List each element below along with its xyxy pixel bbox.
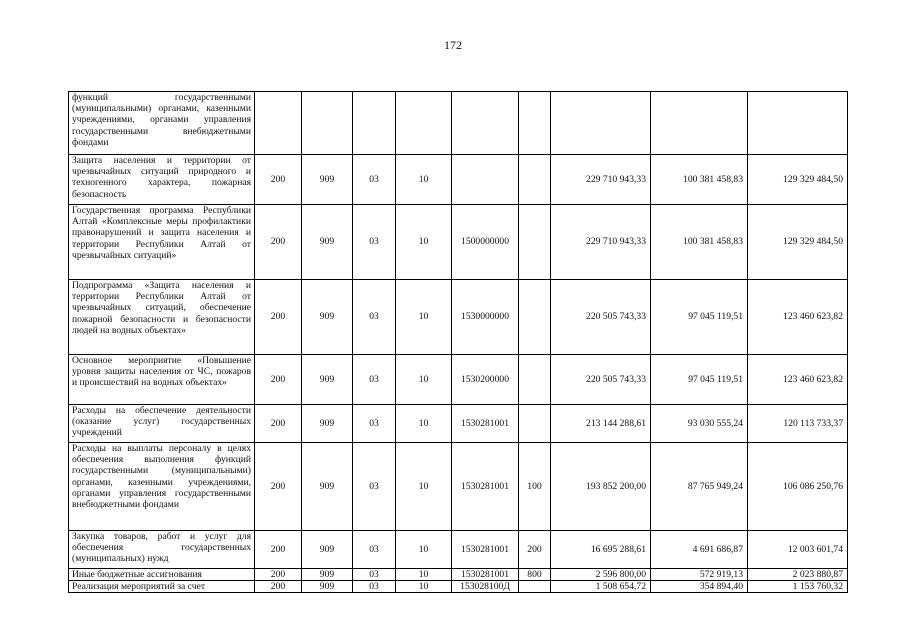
cell-code-1: 200 [255, 581, 302, 593]
cell-section: 03 [353, 531, 396, 569]
cell-amount-total: 213 144 288,61 [551, 405, 651, 443]
table-row [69, 355, 848, 405]
row-description: Основное мероприятие «Повышение уровня защиты населения от ЧС, пожаров и происшествий на водных объектах» [69, 355, 255, 405]
cell-target-article: 1500000000 [452, 205, 519, 280]
cell-code-1: 200 [255, 569, 302, 581]
table-row [69, 205, 848, 280]
cell-target-article: 1530000000 [452, 280, 519, 355]
cell-code-1: 200 [255, 155, 302, 205]
cell-amount-3 [748, 92, 848, 155]
cell-code-2: 909 [302, 155, 353, 205]
cell-amount-2: 100 381 458,83 [651, 155, 748, 205]
cell-amount-total: 229 710 943,33 [551, 155, 651, 205]
cell-code-2: 909 [302, 280, 353, 355]
cell-section [353, 92, 396, 155]
cell-subsection: 10 [396, 569, 452, 581]
row-description: Расходы на обеспечение деятельности (оказание услуг) государственных учреждений [69, 405, 255, 443]
cell-amount-2: 4 691 686,87 [651, 531, 748, 569]
row-description: Закупка товаров, работ и услуг для обеспечения государственных (муниципальных) нужд [69, 531, 255, 569]
cell-code-1 [255, 92, 302, 155]
cell-section: 03 [353, 280, 396, 355]
row-description: функций государственными (муниципальными) органами, казенными учреждениями, органами управления государственными внебюджетными фондами [69, 92, 255, 155]
cell-amount-3: 123 460 623,82 [748, 355, 848, 405]
cell-expense-type [519, 405, 551, 443]
cell-expense-type [519, 355, 551, 405]
row-description: Расходы на выплаты персоналу в целях обеспечения выполнения функций государственными (муниципальными) органами, казенными учреждениями, органами управления государственными внебюджетными фондами [69, 443, 255, 531]
cell-code-1: 200 [255, 443, 302, 531]
cell-subsection: 10 [396, 155, 452, 205]
cell-amount-3: 2 023 880,87 [748, 569, 848, 581]
cell-expense-type [519, 581, 551, 593]
cell-section: 03 [353, 581, 396, 593]
row-description: Защита населения и территории от чрезвычайных ситуаций природного и техногенного характера, пожарная безопасность [69, 155, 255, 205]
page-number: 172 [444, 38, 462, 52]
row-description: Иные бюджетные ассигнования [69, 569, 255, 581]
cell-expense-type [519, 155, 551, 205]
table-row [69, 280, 848, 355]
cell-amount-3: 1 153 760,32 [748, 581, 848, 593]
cell-amount-total: 229 710 943,33 [551, 205, 651, 280]
cell-section: 03 [353, 569, 396, 581]
cell-amount-total: 16 695 288,61 [551, 531, 651, 569]
cell-code-1: 200 [255, 531, 302, 569]
table-row [69, 405, 848, 443]
table-row [69, 92, 848, 155]
cell-target-article [452, 92, 519, 155]
cell-amount-3: 12 003 601,74 [748, 531, 848, 569]
cell-target-article: 1530281001 [452, 531, 519, 569]
cell-subsection: 10 [396, 531, 452, 569]
cell-expense-type [519, 280, 551, 355]
cell-subsection: 10 [396, 280, 452, 355]
cell-amount-2: 97 045 119,51 [651, 355, 748, 405]
cell-amount-2: 100 381 458,83 [651, 205, 748, 280]
cell-amount-total: 220 505 743,33 [551, 355, 651, 405]
cell-amount-2: 97 045 119,51 [651, 280, 748, 355]
cell-target-article: 1530281001 [452, 569, 519, 581]
table-row [69, 443, 848, 531]
cell-amount-3: 129 329 484,50 [748, 155, 848, 205]
cell-code-2: 909 [302, 405, 353, 443]
cell-target-article [452, 155, 519, 205]
cell-target-article: 153028100Д [452, 581, 519, 593]
cell-code-2: 909 [302, 443, 353, 531]
cell-code-2: 909 [302, 531, 353, 569]
cell-amount-3: 129 329 484,50 [748, 205, 848, 280]
table-row [69, 569, 848, 581]
cell-expense-type [519, 205, 551, 280]
cell-subsection: 10 [396, 581, 452, 593]
cell-amount-total: 220 505 743,33 [551, 280, 651, 355]
cell-section: 03 [353, 443, 396, 531]
cell-amount-3: 120 113 733,37 [748, 405, 848, 443]
cell-amount-2 [651, 92, 748, 155]
cell-amount-2: 93 030 555,24 [651, 405, 748, 443]
cell-expense-type: 100 [519, 443, 551, 531]
cell-section: 03 [353, 205, 396, 280]
cell-amount-2: 354 894,40 [651, 581, 748, 593]
row-description: Реализация мероприятий за счет [69, 581, 255, 593]
cell-amount-total: 1 508 654,72 [551, 581, 651, 593]
cell-amount-total: 193 852 200,00 [551, 443, 651, 531]
cell-amount-2: 572 919,13 [651, 569, 748, 581]
cell-code-2: 909 [302, 581, 353, 593]
cell-expense-type: 800 [519, 569, 551, 581]
cell-expense-type: 200 [519, 531, 551, 569]
cell-target-article: 1530281001 [452, 443, 519, 531]
table-row [69, 531, 848, 569]
cell-subsection: 10 [396, 443, 452, 531]
cell-subsection: 10 [396, 355, 452, 405]
cell-code-1: 200 [255, 405, 302, 443]
cell-amount-3: 106 086 250,76 [748, 443, 848, 531]
cell-section: 03 [353, 155, 396, 205]
cell-amount-total [551, 92, 651, 155]
row-description: Государственная программа Республики Алтай «Комплексные меры профилактики правонарушений и защита населения и территории Республики Алтай от чрезвычайных ситуаций» [69, 205, 255, 280]
row-description: Подпрограмма «Защита населения и территории Республики Алтай от чрезвычайных ситуаций, обеспечение пожарной безопасности и безопасности людей на водных объектах» [69, 280, 255, 355]
table-row [69, 155, 848, 205]
cell-code-2: 909 [302, 569, 353, 581]
cell-subsection [396, 92, 452, 155]
cell-subsection: 10 [396, 405, 452, 443]
cell-target-article: 1530281001 [452, 405, 519, 443]
cell-code-1: 200 [255, 280, 302, 355]
cell-section: 03 [353, 355, 396, 405]
cell-code-1: 200 [255, 205, 302, 280]
table-row [69, 581, 848, 593]
cell-target-article: 1530200000 [452, 355, 519, 405]
cell-amount-3: 123 460 623,82 [748, 280, 848, 355]
cell-section: 03 [353, 405, 396, 443]
cell-code-2: 909 [302, 355, 353, 405]
cell-expense-type [519, 92, 551, 155]
cell-subsection: 10 [396, 205, 452, 280]
cell-code-2 [302, 92, 353, 155]
cell-amount-2: 87 765 949,24 [651, 443, 748, 531]
cell-code-2: 909 [302, 205, 353, 280]
cell-amount-total: 2 596 800,00 [551, 569, 651, 581]
budget-table [68, 91, 848, 593]
cell-code-1: 200 [255, 355, 302, 405]
